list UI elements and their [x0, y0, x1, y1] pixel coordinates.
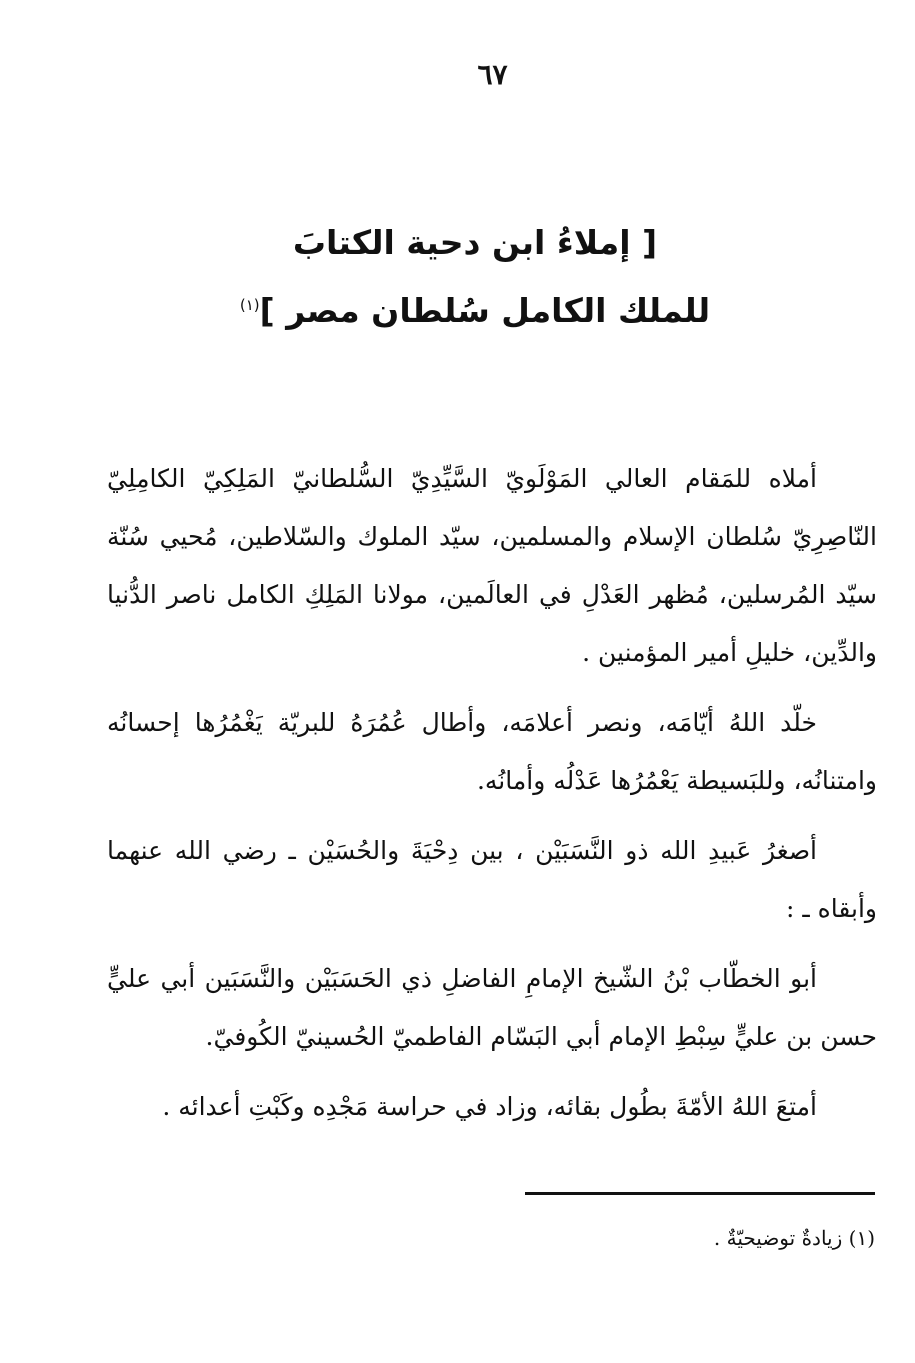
body-text: [107, 450, 877, 1136]
paragraph: خلّد اللهُ أيّامَه، ونصر أعلامَه، وأطال عُمُرَهُ للبريّة يَغْمُرُها إحسانُه وامتنانُه، وللبَسيطة يَعْمُرُها عَدْلُه وأمانُه.: [107, 708, 877, 795]
paragraph: أبو الخطّاب بْنُ الشّيخ الإمامِ الفاضلِ ذي الحَسَبَيْن والنَّسَبَين أبي عليٍّ حسن بن عليٍّ سِبْطِ الإمام أبي البَسّام الفاطميّ الحُسينيّ الكُوفيّ.: [107, 964, 877, 1051]
chapter-title-line-2-text: للملك الكامل سُلطان مصر ]: [259, 291, 711, 330]
paragraph: أصغرُ عَبيدِ الله ذو النَّسَبَيْن ، بين دِحْيَةَ والحُسَيْن ـ رضي الله عنهما وأبقاه ـ :: [107, 836, 877, 923]
footnote-reference: (١): [239, 296, 260, 314]
footnote-divider: [525, 1192, 875, 1195]
paragraph: أمتعَ اللهُ الأمّةَ بطُول بقائه، وزاد في حراسة مَجْدِه وكَبْتِ أعدائه .: [162, 1092, 817, 1121]
chapter-title-line-2: [180, 274, 770, 342]
footnote: (١) زيادةٌ توضيحيّةٌ .: [713, 1226, 875, 1250]
chapter-title-line-1: [ إملاءُ ابن دحية الكتابَ: [292, 223, 658, 262]
page-number: ٦٧: [477, 58, 508, 91]
paragraph: أملاه للمَقام العالي المَوْلَويّ السَّيِّدِيّ السُّلطانيّ المَلِكِيّ الكامِلِيّ النّاصِرِيّ سُلطان الإسلام والمسلمين، سيّد الملوك والسّلاطين، مُحيي سُنّة سيّد المُرسلين، مُظهر العَدْلِ في العالَمين، مولانا المَلِكِ الكامل ناصر الدُّنيا والدِّين، خليلِ أمير المؤمنين .: [107, 464, 877, 667]
chapter-title: [180, 212, 770, 342]
